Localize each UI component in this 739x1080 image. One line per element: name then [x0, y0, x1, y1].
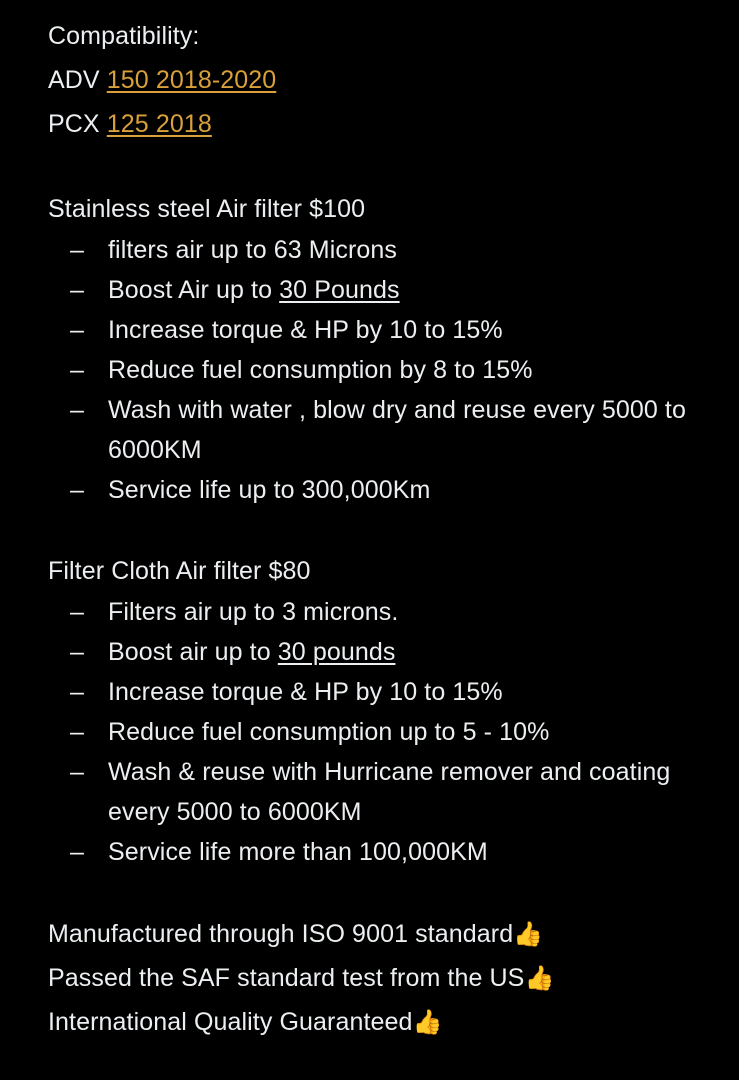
list-item-emphasis: 30 pounds	[277, 638, 396, 666]
list-item-text: Wash & reuse with Hurricane remover and coating every 5000 to 6000KM	[108, 758, 671, 826]
list-item-emphasis: 30 Pounds	[279, 276, 400, 304]
spacer-2	[48, 510, 699, 550]
list-item	[70, 390, 699, 470]
list-item	[70, 632, 699, 672]
list-item-text: Reduce fuel consumption up to 5 - 10%	[108, 718, 550, 746]
compatibility-model-pcx: PCX	[48, 110, 100, 138]
footer-text: Passed the SAF standard test from the US	[48, 964, 525, 992]
footer-line-saf	[48, 956, 699, 1000]
list-item	[70, 310, 699, 350]
bullet-dash-icon: –	[70, 316, 85, 344]
footer-line-quality	[48, 1000, 699, 1044]
compatibility-heading: Compatibility:	[48, 22, 200, 50]
compatibility-row-adv	[48, 58, 699, 102]
section-title-stainless: Stainless steel Air filter $100	[48, 195, 366, 223]
list-item	[70, 470, 699, 510]
list-item	[70, 672, 699, 712]
list-item	[70, 230, 699, 270]
bullet-dash-icon: –	[70, 638, 85, 666]
bullet-dash-icon: –	[70, 838, 85, 866]
spacer-1	[48, 146, 699, 188]
bullet-dash-icon: –	[70, 356, 85, 384]
list-item-text: filters air up to 63 Microns	[108, 236, 398, 264]
bullet-dash-icon: –	[70, 598, 85, 626]
bullet-dash-icon: –	[70, 396, 85, 424]
footer-text: Manufactured through ISO 9001 standard	[48, 920, 514, 948]
compatibility-model-adv: ADV	[48, 66, 100, 94]
footer-text: International Quality Guaranteed	[48, 1008, 413, 1036]
list-item	[70, 592, 699, 632]
section-bullets-filter-cloth	[48, 592, 699, 872]
bullet-dash-icon: –	[70, 678, 85, 706]
list-item	[70, 832, 699, 872]
compatibility-row-pcx	[48, 102, 699, 146]
bullet-dash-icon: –	[70, 758, 85, 786]
thumbs-up-icon: 👍	[412, 1008, 443, 1036]
list-item-text: Filters air up to 3 microns.	[108, 598, 399, 626]
thumbs-up-icon: 👍	[524, 964, 555, 992]
list-item	[70, 752, 699, 832]
spacer-3	[48, 872, 699, 912]
list-item-text: Wash with water , blow dry and reuse every 5000 to 6000KM	[108, 396, 686, 464]
footer-line-iso	[48, 912, 699, 956]
section-bullets-stainless	[48, 230, 699, 510]
bullet-dash-icon: –	[70, 276, 85, 304]
list-item-text: Service life more than 100,000KM	[108, 838, 488, 866]
list-item	[70, 270, 699, 310]
list-item-text: Boost Air up to	[108, 276, 280, 304]
list-item	[70, 712, 699, 752]
section-title-filter-cloth: Filter Cloth Air filter $80	[48, 557, 311, 585]
bullet-dash-icon: –	[70, 718, 85, 746]
list-item-text: Service life up to 300,000Km	[108, 476, 431, 504]
bullet-dash-icon: –	[70, 236, 85, 264]
list-item-text: Increase torque & HP by 10 to 15%	[108, 316, 503, 344]
bullet-dash-icon: –	[70, 476, 85, 504]
list-item-text: Increase torque & HP by 10 to 15%	[108, 678, 503, 706]
compatibility-spec-adv-link[interactable]: 150 2018-2020	[106, 66, 277, 94]
thumbs-up-icon: 👍	[513, 920, 544, 948]
compatibility-spec-pcx-link[interactable]: 125 2018	[106, 110, 212, 138]
list-item-text: Reduce fuel consumption by 8 to 15%	[108, 356, 533, 384]
list-item	[70, 350, 699, 390]
list-item-text: Boost air up to	[108, 638, 278, 666]
